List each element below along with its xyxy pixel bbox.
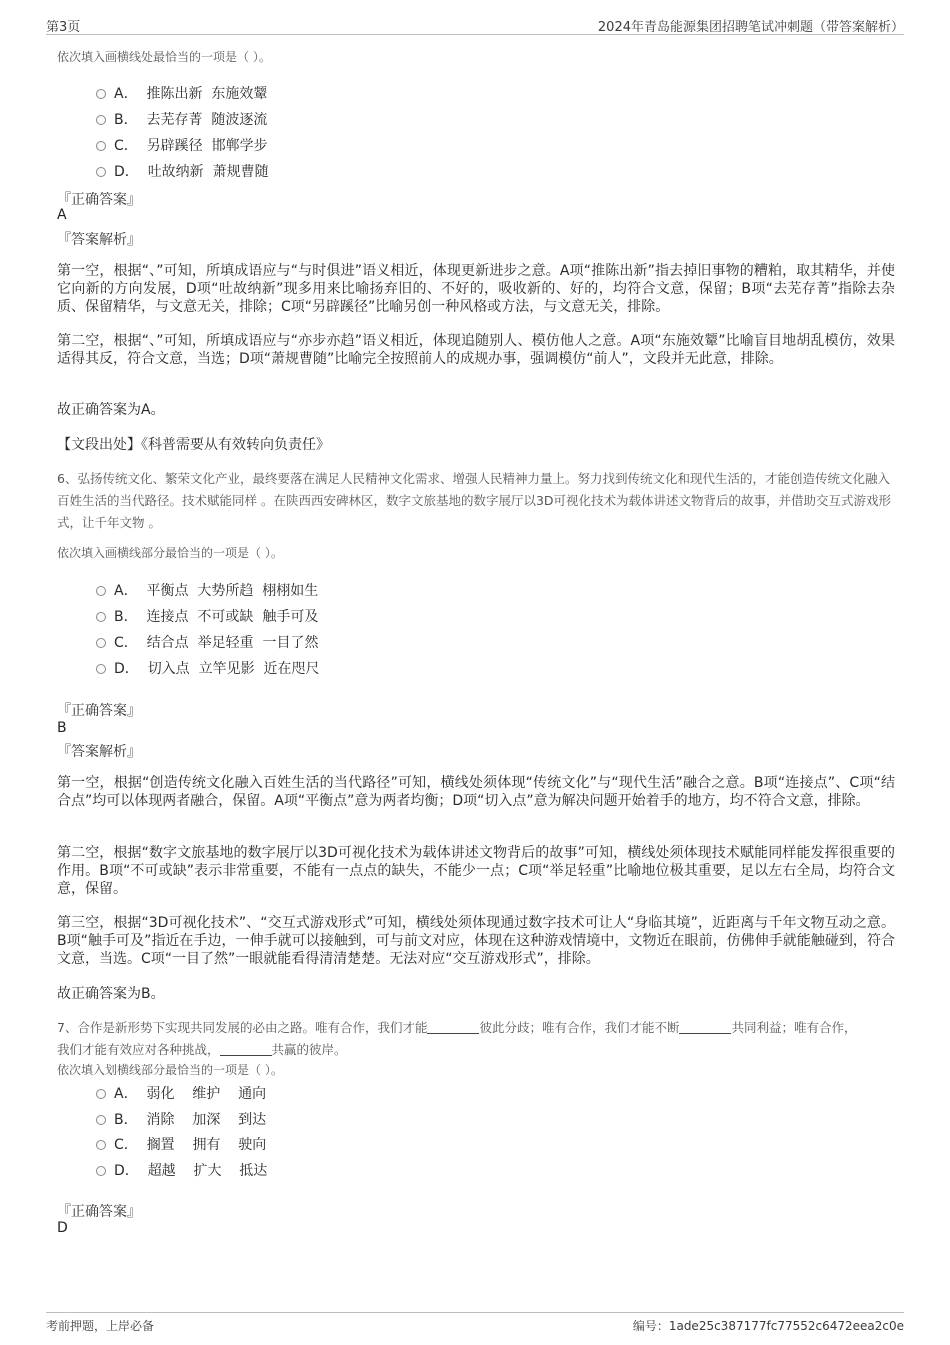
blank-line (427, 1021, 479, 1034)
q7-answer-label: 『正确答案』 (57, 1204, 141, 1220)
q5-analysis-2: 第二空，根据“、”可知，所填成语应与“亦步亦趋”语义相近，体现追随别人、模仿他人之意。A项“东施效颦”比喻盲目地胡乱模仿，效果适得其反，符合文意，当选；D项“萧规曹随”比喻完全按照前人的成规办事，强调模仿“前人”，文段并无此意，排除。 (57, 333, 895, 367)
q6-conclusion: 故正确答案为B。 (57, 986, 165, 1002)
blank-line (220, 1043, 272, 1056)
document-code: 编号：1ade25c387177fc77552c6472eea2c0e (632, 1319, 904, 1333)
document-title: 2024年青岛能源集团招聘笔试冲刺题（带答案解析） (597, 20, 904, 35)
q5-answer: A (57, 207, 67, 223)
q5-prompt: 依次填入画横线处最恰当的一项是（ ）。 (57, 50, 271, 64)
radio-icon[interactable] (96, 1115, 106, 1125)
radio-icon[interactable] (96, 115, 106, 125)
q5-source: 【文段出处】《科普需要从有效转向负责任》 (57, 437, 330, 453)
radio-icon[interactable] (96, 664, 106, 674)
blank-line (679, 1021, 731, 1034)
q6-option-b[interactable]: B． 连接点 不可或缺 触手可及 (96, 606, 318, 626)
q6-analysis-label: 『答案解析』 (57, 744, 141, 760)
radio-icon[interactable] (96, 586, 106, 596)
q6-option-c[interactable]: C． 结合点 举足轻重 一目了然 (96, 632, 319, 652)
q7-stem-line-2: 我们才能有效应对各种挑战， 共赢的彼岸。 (57, 1042, 347, 1057)
radio-icon[interactable] (96, 1089, 106, 1099)
q6-option-d[interactable]: D． 切入点 立竿见影 近在咫尺 (96, 658, 320, 678)
radio-icon[interactable] (96, 1140, 106, 1150)
q5-option-b[interactable]: B． 去芜存菁 随波逐流 (96, 109, 267, 129)
page-number: 第3页 (46, 20, 81, 35)
q6-analysis-2: 第二空，根据“数字文旅基地的数字展厅以3D可视化技术为载体讲述文物背后的故事”可知，横线处须体现技术赋能同样能发挥很重要的作用。B项“不可或缺”表示非常重要，不能有一点点的缺失，不能少一点；C项“举足轻重”比喻地位极其重要，足以左右全局，均符合文意，保留。 (57, 845, 895, 897)
q7-stem-line-1: 7、合作是新形势下实现共同发展的必由之路。唯有合作，我们才能 彼此分歧；唯有合作，我们才能不断 共同利益；唯有合作， (57, 1020, 857, 1035)
radio-icon[interactable] (96, 89, 106, 99)
q6-analysis-1: 第一空，根据“创造传统文化融入百姓生活的当代路径”可知，横线处须体现“传统文化”与“现代生活”融合之意。B项“连接点”、C项“结合点”均可以体现两者融合，保留。A项“平衡点”意为两者均衡；D项“切入点”意为解决问题开始着手的地方，均不符合文意，排除。 (57, 775, 895, 809)
q7-option-c[interactable]: C． 搁置 拥有 驶向 (96, 1134, 266, 1154)
radio-icon[interactable] (96, 167, 106, 177)
q5-option-c[interactable]: C． 另辟蹊径 邯郸学步 (96, 135, 268, 155)
q7-answer: D (57, 1220, 68, 1236)
q5-analysis-label: 『答案解析』 (57, 232, 141, 248)
q5-answer-label: 『正确答案』 (57, 192, 141, 208)
page-header (46, 14, 904, 35)
q5-analysis-1: 第一空，根据“、”可知，所填成语应与“与时俱进”语义相近，体现更新进步之意。A项“推陈出新”指去掉旧事物的糟粕，取其精华，并使它向新的方向发展，D项“吐故纳新”现多用来比喻扬弃旧的、不好的，吸收新的、好的，均符合文意，保留；B项“去芜存菁”指除去杂质、保留精华，与文意无关，排除；C项“另辟蹊径”比喻另创一种风格或方法，与文意无关，排除。 (57, 263, 895, 315)
q5-option-d[interactable]: D． 吐故纳新 萧规曹随 (96, 161, 269, 181)
radio-icon[interactable] (96, 638, 106, 648)
radio-icon[interactable] (96, 141, 106, 151)
page-footer (46, 1312, 904, 1337)
q6-prompt: 依次填入画横线部分最恰当的一项是（ ）。 (57, 546, 283, 560)
radio-icon[interactable] (96, 612, 106, 622)
q6-answer: B (57, 720, 67, 736)
q7-option-b[interactable]: B． 消除 加深 到达 (96, 1109, 266, 1129)
footer-slogan: 考前押题，上岸必备 (46, 1319, 155, 1333)
radio-icon[interactable] (96, 1166, 106, 1176)
q6-analysis-3: 第三空，根据“3D可视化技术”、“交互式游戏形式”可知，横线处须体现通过数字技术可让人“身临其境”，近距离与千年文物互动之意。B项“触手可及”指近在手边，一伸手就可以接触到，可与前文对应，体现在这种游戏情境中，文物近在眼前，仿佛伸手就能触碰到，符合文意，当选。C项“一目了然”一眼就能看得清清楚楚。无法对应“交互游戏形式”，排除。 (57, 915, 895, 967)
q7-option-a[interactable]: A． 弱化 维护 通向 (96, 1083, 266, 1103)
q7-option-d[interactable]: D． 超越 扩大 抵达 (96, 1160, 267, 1180)
q5-conclusion: 故正确答案为A。 (57, 402, 165, 418)
q6-answer-label: 『正确答案』 (57, 703, 141, 719)
q7-prompt: 依次填入划横线部分最恰当的一项是（ ）。 (57, 1063, 283, 1077)
q5-option-a[interactable]: A． 推陈出新 东施效颦 (96, 83, 267, 103)
q6-option-a[interactable]: A． 平衡点 大势所趋 栩栩如生 (96, 580, 318, 600)
q6-stem: 6、弘扬传统文化、繁荣文化产业，最终要落在满足人民精神文化需求、增强人民精神力量上。努力找到传统文化和现代生活的，才能创造传统文化融入百姓生活的当代路径。技术赋能同样 。在陕西西安碑林区，数字文旅基地的数字展厅以3D可视化技术为载体讲述文物背后的故事，并借助交互式游戏形式，让千年文物 。 (57, 471, 892, 530)
